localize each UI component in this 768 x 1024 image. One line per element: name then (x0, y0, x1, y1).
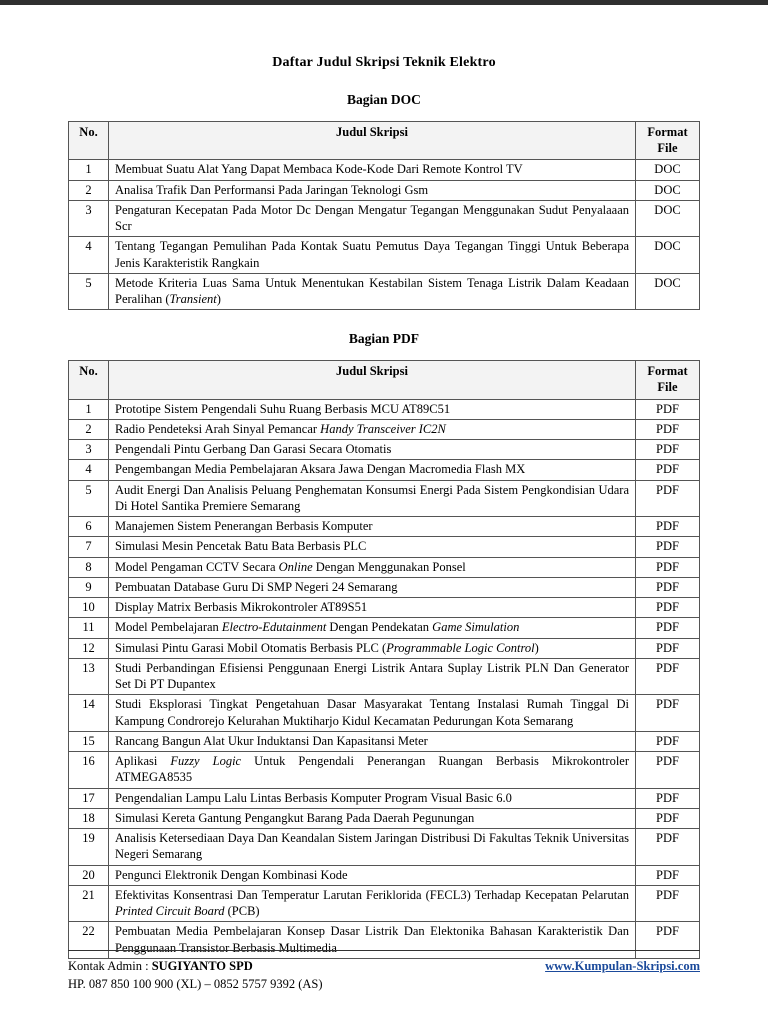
row-number: 12 (69, 638, 109, 658)
row-number: 15 (69, 731, 109, 751)
row-title: Studi Eksplorasi Tingkat Pengetahuan Dasar Masyarakat Tentang Instalasi Rumah Tinggal Di Kampung Condrorejo Kelurahan Muktiharjo Kidul Kecamatan Pedurungan Kota Semarang (109, 695, 636, 732)
row-title: Pengendali Pintu Gerbang Dan Garasi Secara Otomatis (109, 440, 636, 460)
table-row (69, 160, 700, 180)
row-title: Audit Energi Dan Analisis Peluang Penghematan Konsumsi Energi Pada Sistem Pengkondisian Udara Di Hotel Santika Premiere Semarang (109, 480, 636, 517)
column-header-title: Judul Skripsi (109, 361, 636, 399)
row-title: Rancang Bangun Alat Ukur Induktansi Dan Kapasitansi Meter (109, 731, 636, 751)
row-title: Radio Pendeteksi Arah Sinyal Pemancar Handy Transceiver IC2N (109, 419, 636, 439)
column-header-no: No. (69, 361, 109, 399)
row-title: Simulasi Pintu Garasi Mobil Otomatis Berbasis PLC (Programmable Logic Control) (109, 638, 636, 658)
row-format: PDF (636, 399, 700, 419)
thesis-table-pdf (68, 360, 700, 959)
row-title: Model Pembelajaran Electro-Edutainment Dengan Pendekatan Game Simulation (109, 618, 636, 638)
row-title: Manajemen Sistem Penerangan Berbasis Komputer (109, 517, 636, 537)
contact-name: SUGIYANTO SPD (151, 958, 253, 973)
row-number: 19 (69, 829, 109, 866)
row-format: PDF (636, 731, 700, 751)
row-format: PDF (636, 480, 700, 517)
table-row (69, 885, 700, 922)
table-header-row (69, 361, 700, 399)
row-format: PDF (636, 618, 700, 638)
table-row (69, 460, 700, 480)
row-number: 21 (69, 885, 109, 922)
row-number: 1 (69, 399, 109, 419)
row-title: Studi Perbandingan Efisiensi Penggunaan Energi Listrik Antara Suplay Listrik PLN Dan Generator Set Di PT Dupantex (109, 658, 636, 695)
row-title: Efektivitas Konsentrasi Dan Temperatur Larutan Feriklorida (FECL3) Terhadap Kecepatan Pelarutan Printed Circuit Board (PCB) (109, 885, 636, 922)
row-number: 13 (69, 658, 109, 695)
thesis-table-doc (68, 121, 700, 310)
row-title: Pembuatan Database Guru Di SMP Negeri 24 Semarang (109, 577, 636, 597)
row-title: Analisis Ketersediaan Daya Dan Keandalan Sistem Jaringan Distribusi Di Fakultas Teknik Universitas Negeri Semarang (109, 829, 636, 866)
page-title: Daftar Judul Skripsi Teknik Elektro (272, 55, 496, 70)
row-format: PDF (636, 922, 700, 959)
page-footer (68, 950, 700, 995)
row-title: Pengendalian Lampu Lalu Lintas Berbasis Komputer Program Visual Basic 6.0 (109, 788, 636, 808)
contact-phone: HP. 087 850 100 900 (XL) – 0852 5757 9392 (AS) (68, 977, 323, 992)
row-number: 1 (69, 160, 109, 180)
row-number: 5 (69, 273, 109, 310)
website-link[interactable]: www.Kumpulan-Skripsi.com (545, 958, 700, 973)
row-format: DOC (636, 180, 700, 200)
table-row (69, 480, 700, 517)
table-row (69, 829, 700, 866)
row-number: 8 (69, 557, 109, 577)
row-number: 18 (69, 808, 109, 828)
row-format: PDF (636, 695, 700, 732)
row-number: 17 (69, 788, 109, 808)
section-doc-heading: Bagian DOC (347, 92, 421, 107)
table-row (69, 577, 700, 597)
table-row (69, 752, 700, 789)
row-title: Pembuatan Media Pembelajaran Konsep Dasar Listrik Dan Elektonika Bahasan Karakteristik Dan Penggunaan Transistor Berbasis Multimedia (109, 922, 636, 959)
row-format: DOC (636, 160, 700, 180)
row-format: DOC (636, 200, 700, 237)
row-number: 4 (69, 237, 109, 274)
table-row (69, 658, 700, 695)
row-title: Tentang Tegangan Pemulihan Pada Kontak Suatu Pemutus Daya Tegangan Tinggi Untuk Beberapa Jenis Karakteristik Rangkain (109, 237, 636, 274)
table-row (69, 440, 700, 460)
table-row (69, 273, 700, 310)
table-row (69, 557, 700, 577)
row-format: PDF (636, 885, 700, 922)
row-format: PDF (636, 865, 700, 885)
row-title: Membuat Suatu Alat Yang Dapat Membaca Kode-Kode Dari Remote Kontrol TV (109, 160, 636, 180)
row-title: Pengunci Elektronik Dengan Kombinasi Kode (109, 865, 636, 885)
row-number: 7 (69, 537, 109, 557)
row-number: 10 (69, 598, 109, 618)
table-row (69, 537, 700, 557)
row-title: Simulasi Kereta Gantung Pengangkut Barang Pada Daerah Pegunungan (109, 808, 636, 828)
section-doc (68, 92, 700, 310)
table-row (69, 517, 700, 537)
row-format: PDF (636, 829, 700, 866)
row-format: PDF (636, 808, 700, 828)
row-format: PDF (636, 440, 700, 460)
row-format: PDF (636, 537, 700, 557)
table-header-row (69, 122, 700, 160)
row-number: 11 (69, 618, 109, 638)
row-format: PDF (636, 577, 700, 597)
row-number: 2 (69, 419, 109, 439)
table-row (69, 237, 700, 274)
column-header-no: No. (69, 122, 109, 160)
row-format: PDF (636, 752, 700, 789)
contact-label: Kontak Admin : (68, 958, 152, 973)
row-number: 22 (69, 922, 109, 959)
table-row (69, 788, 700, 808)
row-format: DOC (636, 273, 700, 310)
column-header-format: Format File (636, 361, 700, 399)
table-row (69, 598, 700, 618)
row-format: PDF (636, 638, 700, 658)
row-title: Aplikasi Fuzzy Logic Untuk Pengendali Penerangan Ruangan Berbasis Mikrokontroler ATMEGA8535 (109, 752, 636, 789)
row-number: 3 (69, 200, 109, 237)
row-title: Simulasi Mesin Pencetak Batu Bata Berbasis PLC (109, 537, 636, 557)
footer-contact-block (68, 957, 323, 995)
row-title: Analisa Trafik Dan Performansi Pada Jaringan Teknologi Gsm (109, 180, 636, 200)
row-title: Display Matrix Berbasis Mikrokontroler AT89S51 (109, 598, 636, 618)
section-pdf (68, 331, 700, 959)
table-row (69, 638, 700, 658)
row-number: 5 (69, 480, 109, 517)
row-format: DOC (636, 237, 700, 274)
row-format: PDF (636, 517, 700, 537)
row-format: PDF (636, 788, 700, 808)
row-number: 6 (69, 517, 109, 537)
row-title: Pengembangan Media Pembelajaran Aksara Jawa Dengan Macromedia Flash MX (109, 460, 636, 480)
row-title: Pengaturan Kecepatan Pada Motor Dc Dengan Mengatur Tegangan Menggunakan Sudut Penyalaaan Scr (109, 200, 636, 237)
row-title: Model Pengaman CCTV Secara Online Dengan Menggunakan Ponsel (109, 557, 636, 577)
row-format: PDF (636, 557, 700, 577)
row-format: PDF (636, 658, 700, 695)
section-pdf-heading: Bagian PDF (348, 331, 420, 347)
table-row (69, 200, 700, 237)
contact-line (68, 957, 323, 976)
row-title: Prototipe Sistem Pengendali Suhu Ruang Berbasis MCU AT89C51 (109, 399, 636, 419)
row-number: 3 (69, 440, 109, 460)
row-number: 4 (69, 460, 109, 480)
row-number: 2 (69, 180, 109, 200)
row-number: 20 (69, 865, 109, 885)
viewer-top-edge (0, 0, 768, 5)
table-row (69, 808, 700, 828)
row-format: PDF (636, 419, 700, 439)
row-title: Metode Kriteria Luas Sama Untuk Menentukan Kestabilan Sistem Tenaga Listrik Dalam Keadaan Peralihan (Transient) (109, 273, 636, 310)
row-number: 14 (69, 695, 109, 732)
table-row (69, 865, 700, 885)
row-format: PDF (636, 460, 700, 480)
table-row (69, 399, 700, 419)
table-row (69, 695, 700, 732)
row-number: 9 (69, 577, 109, 597)
table-row (69, 419, 700, 439)
row-number: 16 (69, 752, 109, 789)
table-row (69, 731, 700, 751)
table-row (69, 180, 700, 200)
row-format: PDF (636, 598, 700, 618)
column-header-title: Judul Skripsi (109, 122, 636, 160)
column-header-format: Format File (636, 122, 700, 160)
table-row (69, 618, 700, 638)
